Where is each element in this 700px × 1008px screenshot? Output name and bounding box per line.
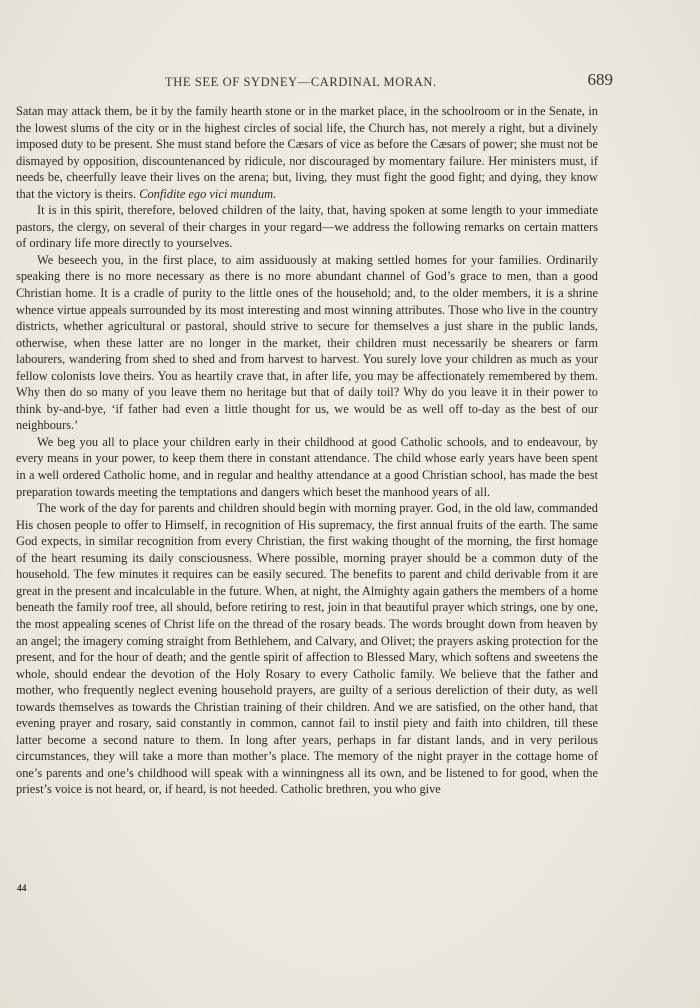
page-number: 689 — [587, 70, 613, 89]
body-text — [16, 103, 598, 798]
running-head — [0, 70, 700, 94]
paragraph-3: We beseech you, in the first place, to aim assiduously at making settled homes for your families. Ordinarily speaking there is no more necessary as there is no more abundant channel of God’s grace to men, than a good Christian home. It is a cradle of purity to the little ones of the household; and, to the older members, it is a shrine whence virtue appeals surrounded by its most interesting and most winning attributes. Those who live in the country districts, whether agricultural or pastoral, should strive to secure for themselves a just share in the public lands, otherwise, when these latter are no longer in the market, their children must necessarily be shearers or farm labourers, wandering from shed to shed and from harvest to harvest. You surely love your children as much as your fellow colonists love theirs. You as heartily crave that, in after life, you may be affectionately remembered by them. Why then do so many of you leave them no heritage but that of daily toil? Why do you leave it in their power to think by-and-bye, ‘if father had even a little thought for us, we would be as well off to-day as the best of our neighbours.’ — [16, 252, 598, 433]
paragraph-4: We beg you all to place your children early in their childhood at good Catholic schools, and to endeavour, by every means in your power, to keep them there in constant attendance. The child whose early years have been spent in a well ordered Catholic home, and in regular and healthy attendance at a good Christian school, has made the best preparation towards meeting the temptations and dangers which beset the manhood years of all. — [16, 434, 598, 499]
paragraph-5: The work of the day for parents and children should begin with morning prayer. God, in the old law, commanded His chosen people to offer to Himself, in recognition of His supremacy, the first annual fruits of the earth. The same God expects, in similar recognition from every Christian, the first waking thought of the morning, the first homage of the heart resuming its daily consciousness. Where possible, morning prayer should be a common duty of the household. The few minutes it requires can be easily secured. The benefits to parent and child derivable from it are great in the present and incalculable in the future. When, at night, the Almighty again gathers the members of a home beneath the family roof tree, all should, before retiring to rest, join in that beautiful prayer which strings, one by one, the most appealing scenes of Christ life on the thread of the rosary beads. The words brought down from heaven by an angel; the imagery coming straight from Bethlehem, and Calvary, and Olivet; the prayers asking protection for the present, and for the hour of death; and the gentle spirit of affection to Blessed Mary, which softens and sweetens the whole, should endear the devotion of the Holy Rosary to every Catholic family. We believe that the father and mother, who frequently neglect evening household prayers, are guilty of a serious dereliction of their duty, as well towards themselves as towards the Christian training of their children. And we are satisfied, on the other hand, that evening prayer and rosary, said constantly in common, cannot fail to instil piety and faith into children, till these latter become a second nature to them. In long after years, perhaps in far distant lands, and in very perilous circumstances, they will take a more than mother’s place. The memory of the night prayer in the cottage home of one’s parents and one’s childhood will speak with a winningness all its own, and be listened to for good, when the priest’s voice is not heard, or, if heard, is not heeded. Catholic brethren, you who give — [16, 501, 598, 797]
signature-mark: 44 — [17, 884, 27, 894]
paragraph-1-text: Satan may attack them, be it by the family hearth stone or in the market place, in the schoolroom or in the Senate, in the lowest slums of the city or in the highest circles of social life, the Church has, not merely a right, but a divinely imposed duty to be present. She must stand before the Cæsars of vice as before the Cæsars of power; she must not be dismayed by opposition, discountenanced by ridicule, nor discouraged by momentary failure. Her ministers must, if needs be, cheerfully leave their lives on the arena; but, living, they must fight the good fight; and dying, they know that the victory is theirs. — [16, 104, 598, 201]
running-title: THE SEE OF SYDNEY—CARDINAL MORAN. — [165, 75, 437, 89]
paragraph-1 — [16, 103, 598, 202]
latin-quote: Confidite ego vici mundum. — [139, 186, 277, 201]
paragraph-2: It is in this spirit, therefore, beloved children of the laity, that, having spoken at some length to your immediate pastors, the clergy, on several of their charges in your regard—we address the following remarks on certain matters of ordinary life more directly to yourselves. — [16, 203, 598, 251]
